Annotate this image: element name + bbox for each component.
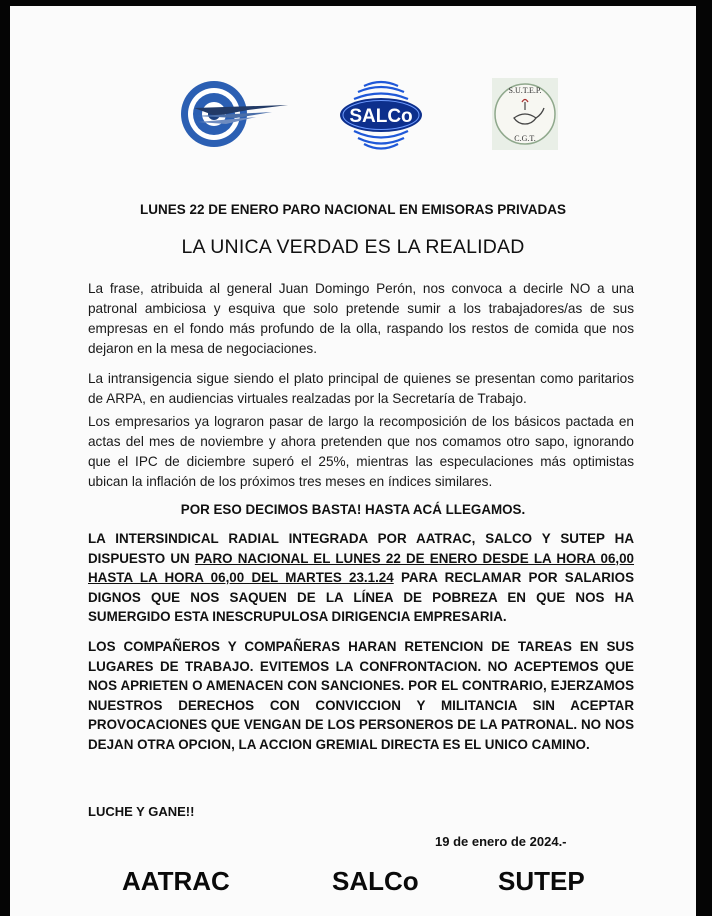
- signature-salco: SALCo: [332, 866, 419, 896]
- announcement-lead: LA INTERSINDICAL RADIAL INTEGRADA POR AATRAC, SALCO Y SUTEP HA DISPUESTO UN: [88, 531, 634, 566]
- strike-announcement: [88, 529, 634, 627]
- paragraph-peron: La frase, atribuida al general Juan Domingo Perón, nos convoca a decirle NO a una patronal ambiciosa y esquiva que solo pretende sumir a los trabajadores/as de sus empresas en el fondo más profundo de la olla, raspando los restos de comida que nos dejaron en la mesa de negociaciones.: [88, 281, 634, 356]
- salco-logo: [338, 74, 424, 154]
- closing-slogan: LUCHE Y GANE!!: [88, 804, 195, 819]
- document-date: 19 de enero de 2024.-: [435, 834, 567, 849]
- signature-sutep: SUTEP: [498, 866, 585, 896]
- headline: LUNES 22 DE ENERO PARO NACIONAL EN EMISORAS PRIVADAS: [139, 202, 567, 217]
- aatrac-logo: [176, 76, 290, 152]
- sutep-logo-top: S.U.T.E.P.: [508, 86, 542, 95]
- sutep-logo-bottom: C.G.T.: [514, 134, 536, 143]
- paragraph-empresarios: Los empresarios ya lograron pasar de largo la recomposición de los básicos pactada en actas del mes de noviembre y ahora pretenden que nos comamos otro sapo, ignorando que el IPC de diciembre superó el 25%, mientras las especulaciones más optimistas ubican la inflación de los próximos tres meses en índices similares.: [88, 414, 634, 489]
- strike-schedule: PARO NACIONAL EL LUNES 22 DE ENERO DESDE LA HORA 06,00 HASTA LA HORA 06,00 DEL MARTES 23.1.24: [88, 550, 635, 585]
- signature-aatrac: AATRAC: [122, 866, 230, 896]
- document-title: LA UNICA VERDAD ES LA REALIDAD: [181, 236, 525, 258]
- sutep-logo: [492, 78, 558, 150]
- salco-logo-text: SALCo: [349, 106, 413, 127]
- document-page: [10, 6, 696, 916]
- announcement-tail: PARA RECLAMAR POR SALARIOS DIGNOS QUE NOS SAQUEN DE LA LÍNEA DE POBREZA EN QUE NOS HA SUMERGIDO ESTA INESCRUPULOSA DIRIGENCIA EMPRESARIA.: [88, 570, 634, 624]
- basta-slogan: POR ESO DECIMOS BASTA! HASTA ACÁ LLEGAMOS.: [180, 502, 526, 517]
- call-to-action: LOS COMPAÑEROS Y COMPAÑERAS HARAN RETENCION DE TAREAS EN SUS LUGARES DE TRABAJO. EVITEMOS LA CONFRONTACION. NO ACEPTEMOS QUE NOS APRIETEN O AMENACEN CON SANCIONES. POR EL CONTRARIO, EJERZAMOS NUESTROS DERECHOS CON CONVICCION Y MILITANCIA SIN ACEPTAR PROVOCACIONES QUE VENGAN DE LOS PERSONEROS DE LA PATRONAL. NO NOS DEJAN OTRA OPCION, LA ACCION GREMIAL DIRECTA ES EL UNICO CAMINO.: [88, 639, 634, 752]
- paragraph-intransigencia: La intransigencia sigue siendo el plato principal de quienes se presentan como paritarios de ARPA, en audiencias virtuales realzadas por la Secretaría de Trabajo.: [88, 371, 634, 406]
